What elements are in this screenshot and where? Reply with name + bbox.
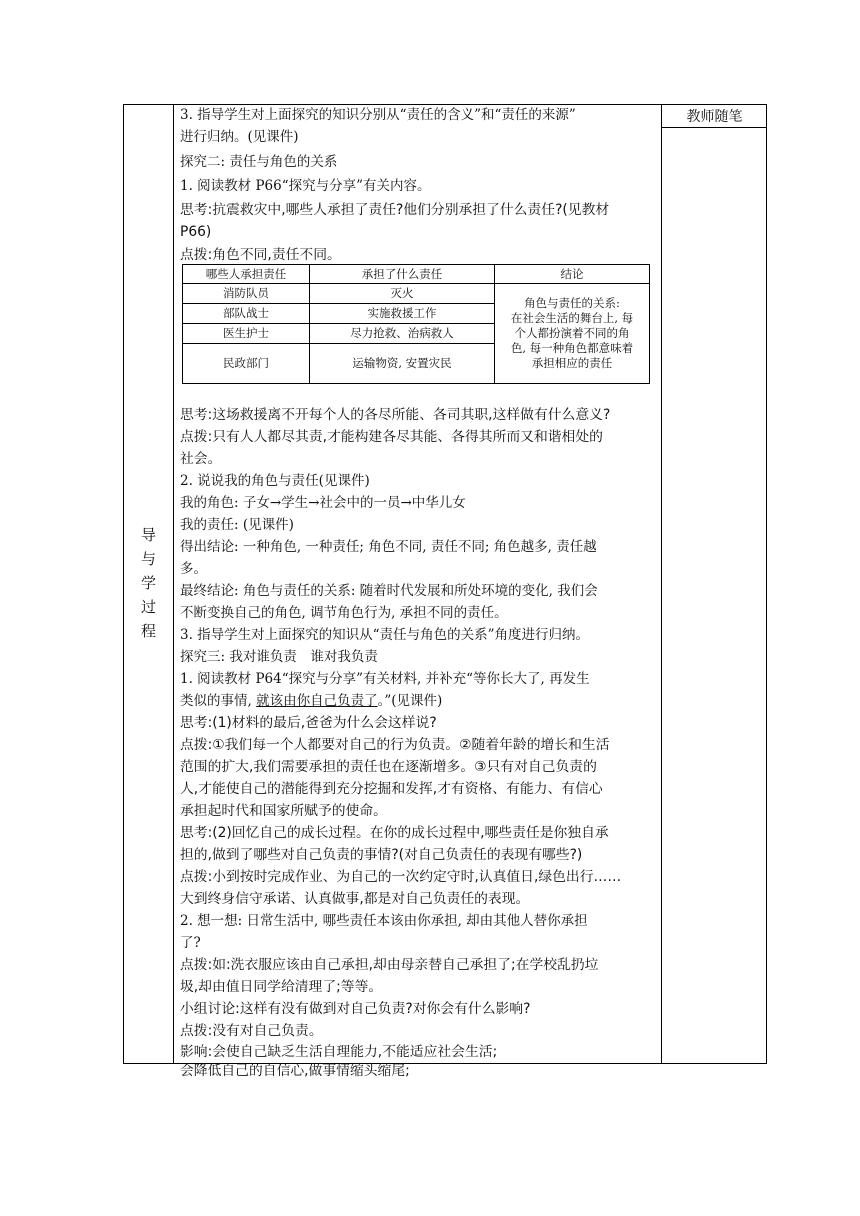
text-line: 不断变换自己的角色, 调节角色行为, 承担不同的责任。 bbox=[180, 605, 508, 621]
section-title-char: 程 bbox=[140, 622, 156, 640]
text-line: 思考:这场救援离不开每个人的各尽所能、各司其职,这样做有什么意义? bbox=[180, 407, 611, 423]
text-line: 1. 阅读教材 P64“探究与分享”有关材料, 并补充“等你长大了, 再发生 bbox=[180, 671, 590, 687]
text-line: 点拨:小到按时完成作业、为自己的一次约定守时,认真值日,绿色出行…… bbox=[180, 869, 622, 885]
table-cell: 民政部门 bbox=[183, 344, 310, 384]
section-title-char: 过 bbox=[140, 598, 156, 616]
text-segment: 。”(见课件) bbox=[377, 693, 443, 709]
conclusion-line: 在社会生活的舞台上, 每 bbox=[510, 311, 634, 325]
text-line: P66) bbox=[180, 224, 212, 240]
text-line: 担的,做到了哪些对自己负责的事情?(对自己负责任的表现有哪些?) bbox=[180, 847, 583, 863]
conclusion-line: 个人都扮演着不同的角 bbox=[514, 326, 630, 340]
table-cell: 医生护士 bbox=[183, 324, 310, 344]
text-segment: 类似的事情, bbox=[180, 693, 257, 709]
text-line: 思考:(1)材料的最后,爸爸为什么会这样说? bbox=[180, 715, 437, 731]
text-line: 大到终身信守承诺、认真做事,都是对自己负责任的表现。 bbox=[180, 891, 530, 907]
conclusion-line: 色, 每一种角色都意味着 bbox=[510, 341, 634, 355]
text-line: 点拨:角色不同,责任不同。 bbox=[180, 247, 341, 263]
text-line: 最终结论: 角色与责任的关系: 随着时代发展和所处环境的变化, 我们会 bbox=[180, 583, 598, 599]
text-line: 承担起时代和国家所赋予的使命。 bbox=[180, 803, 387, 819]
section-title-char: 与 bbox=[140, 550, 156, 568]
table-cell: 消防队员 bbox=[183, 284, 310, 304]
text-line: 得出结论: 一种角色, 一种责任; 角色不同, 责任不同; 角色越多, 责任越 bbox=[180, 539, 597, 555]
text-line: 小组讨论:这样有没有做到对自己负责?对你会有什么影响? bbox=[180, 1001, 531, 1017]
notes-column bbox=[661, 105, 768, 1063]
table-cell: 实施救援工作 bbox=[310, 304, 495, 324]
underlined-text: 就该由你自己负责了 bbox=[256, 693, 378, 709]
text-line: 范围的扩大,我们需要承担的责任也在逐渐增多。③只有对自己负责的 bbox=[180, 759, 597, 775]
text-line: 多。 bbox=[180, 561, 207, 577]
text-line: 点拨:只有人人都尽其责,才能构建各尽其能、各得其所而又和谐相处的 bbox=[180, 429, 603, 445]
text-line: 点拨:没有对自己负责。 bbox=[180, 1023, 323, 1039]
text-line: 了? bbox=[180, 935, 201, 951]
text-line: 进行归纳。(见课件) bbox=[180, 129, 299, 145]
text-line: 我的角色: 子女→学生→社会中的一员→中华儿女 bbox=[180, 495, 466, 511]
text-line: 点拨:如:洗衣服应该由自己承担,却由母亲替自己承担了;在学校乱扔垃 bbox=[180, 957, 599, 973]
text-line: 1. 阅读教材 P66“探究与分享”有关内容。 bbox=[180, 178, 431, 194]
text-line bbox=[180, 691, 442, 711]
text-line: 2. 想一想: 日常生活中, 哪些责任本该由你承担, 却由其他人替你承担 bbox=[180, 913, 588, 929]
conclusion-line: 承担相应的责任 bbox=[531, 356, 613, 370]
left-column bbox=[124, 105, 174, 1063]
text-line: 3. 指导学生对上面探究的知识从“责任与角色的关系”角度进行归纳。 bbox=[180, 627, 589, 643]
notes-header: 教师随笔 bbox=[662, 108, 767, 128]
table-header: 哪些人承担责任 bbox=[183, 265, 310, 284]
text-line: 会降低自己的自信心,做事情缩头缩尾; bbox=[180, 1063, 410, 1079]
table-header: 结论 bbox=[495, 265, 650, 284]
table-cell: 尽力抢救、治病救人 bbox=[310, 324, 495, 344]
text-line: 人,才能使自己的潜能得到充分挖掘和发挥,才有资格、有能力、有信心 bbox=[180, 781, 603, 797]
text-line: 3. 指导学生对上面探究的知识分别从“责任的含义”和“责任的来源” bbox=[180, 107, 576, 123]
section-title-char: 导 bbox=[140, 526, 156, 544]
lesson-table bbox=[123, 104, 767, 1079]
text-line: 点拨:①我们每一个人都要对自己的行为负责。②随着年龄的增长和生活 bbox=[180, 737, 610, 753]
table-cell: 运输物资, 安置灾民 bbox=[310, 344, 495, 384]
text-line: 探究三: 我对谁负责 谁对我负责 bbox=[180, 649, 378, 665]
table-header: 承担了什么责任 bbox=[310, 265, 495, 284]
text-line: 社会。 bbox=[180, 451, 222, 467]
text-line: 探究二: 责任与角色的关系 bbox=[180, 154, 338, 170]
conclusion-line: 角色与责任的关系: bbox=[524, 296, 620, 310]
text-line: 思考:(2)回忆自己的成长过程。在你的成长过程中,哪些责任是你独自承 bbox=[180, 825, 609, 841]
text-line: 圾,却由值日同学给清理了;等等。 bbox=[180, 979, 383, 995]
text-line: 影响:会使自己缺乏生活自理能力,不能适应社会生活; bbox=[180, 1044, 498, 1060]
roles-table bbox=[182, 264, 650, 384]
text-line: 思考:抗震救灾中,哪些人承担了责任?他们分别承担了什么责任?(见教材 bbox=[180, 202, 610, 218]
section-title bbox=[124, 523, 173, 643]
text-line: 2. 说说我的角色与责任(见课件) bbox=[180, 473, 370, 489]
table-cell: 灭火 bbox=[310, 284, 495, 304]
table-conclusion bbox=[495, 284, 650, 384]
text-line: 我的责任: (见课件) bbox=[180, 517, 294, 533]
table-cell: 部队战士 bbox=[183, 304, 310, 324]
section-title-char: 学 bbox=[140, 574, 156, 592]
